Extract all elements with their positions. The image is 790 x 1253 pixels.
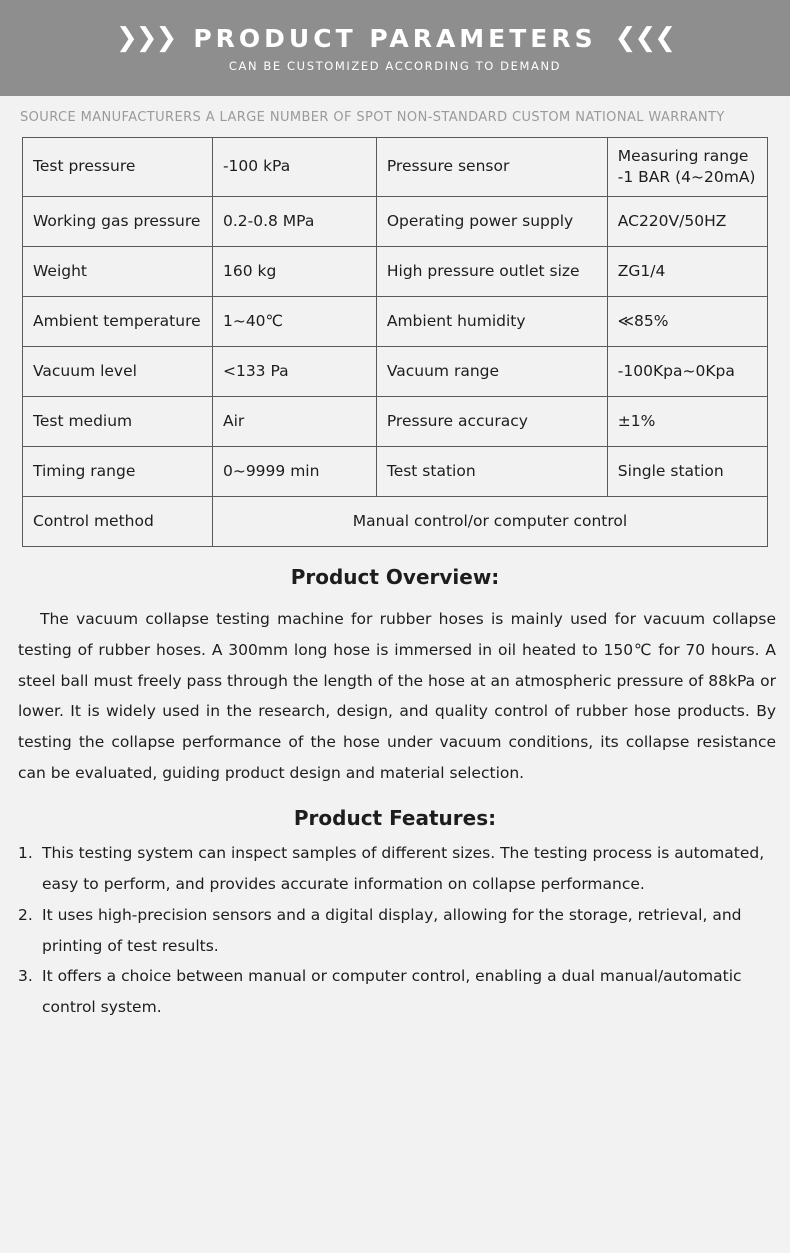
table-row [23,496,768,546]
overview-paragraph [0,604,790,788]
table-row [23,246,768,296]
parameters-table [22,137,768,547]
param-value: 0~9999 min [212,446,376,496]
chevrons-left-icon: ❮❮❮ [614,23,675,53]
list-item [18,900,776,961]
overview-body-text: The vacuum collapse testing machine for rubber hoses is mainly used for vacuum collapse testing of rubber hoses. A 300mm long hose is immersed in oil heated to 150℃ for 70 hours. A steel ball must freely pass through the length of the hose at an atmospheric pressure of 88kPa or lower. It is widely used in the research, design, and quality control of rubber hose products. By testing the collapse performance of the hose under vacuum conditions, its collapse resistance can be evaluated, guiding product design and material selection. [18,610,776,782]
param-value: <133 Pa [212,346,376,396]
param-label: Weight [23,246,213,296]
list-item [18,961,776,1022]
page-title: PRODUCT PARAMETERS [193,23,597,53]
overview-heading: Product Overview: [290,564,500,589]
table-row [23,196,768,246]
table-row [23,346,768,396]
param-label: Vacuum level [23,346,213,396]
param-value: ≪85% [607,296,767,346]
table-row [23,396,768,446]
marketing-strapline: SOURCE MANUFACTURERS A LARGE NUMBER OF SPOT NON-STANDARD CUSTOM NATIONAL WARRANTY [20,110,725,125]
param-value: 1~40℃ [212,296,376,346]
param-value: 160 kg [212,246,376,296]
param-label: Operating power supply [376,196,607,246]
list-item-text: It uses high-precision sensors and a digital display, allowing for the storage, retrieval, and printing of test results. [42,905,742,955]
param-value: Manual control/or computer control [212,496,767,546]
param-label: Control method [23,496,213,546]
param-value: -100Kpa~0Kpa [607,346,767,396]
list-item-text: It offers a choice between manual or computer control, enabling a dual manual/automatic control system. [42,967,742,1016]
param-label: Ambient temperature [23,296,213,346]
param-label: Vacuum range [376,346,607,396]
param-value: Measuring range -1 BAR (4~20mA) [607,138,767,197]
list-item-number: 2. [18,905,33,924]
param-value: AC220V/50HZ [607,196,767,246]
param-label: Timing range [23,446,213,496]
chevrons-right-icon: ❯❯❯ [115,23,176,53]
param-label: Test station [376,446,607,496]
param-label: Pressure accuracy [376,396,607,446]
param-label: Test pressure [23,138,213,197]
param-label: Working gas pressure [23,196,213,246]
page-subtitle: CAN BE CUSTOMIZED ACCORDING TO DEMAND [228,58,562,73]
list-item-text: This testing system can inspect samples of different sizes. The testing process is automated, easy to perform, and provides accurate information on collapse performance. [42,844,765,894]
banner-title-row [116,24,674,53]
param-label: Test medium [23,396,213,446]
param-value: ±1% [607,396,767,446]
features-heading: Product Features: [293,806,497,831]
parameters-table-wrapper [0,137,790,547]
table-row [23,296,768,346]
page-header-banner [0,0,790,96]
param-label: Pressure sensor [376,138,607,197]
param-value: Single station [607,446,767,496]
table-row [23,138,768,197]
parameters-table-body [23,138,768,547]
table-row [23,446,768,496]
list-item [18,838,776,899]
list-item-number: 3. [18,967,33,986]
features-list [0,838,790,1022]
list-item-number: 1. [18,844,33,863]
param-value: 0.2-0.8 MPa [212,196,376,246]
param-value: ZG1/4 [607,246,767,296]
param-label: High pressure outlet size [376,246,607,296]
param-value: -100 kPa [212,138,376,197]
param-value: Air [212,396,376,446]
param-label: Ambient humidity [376,296,607,346]
